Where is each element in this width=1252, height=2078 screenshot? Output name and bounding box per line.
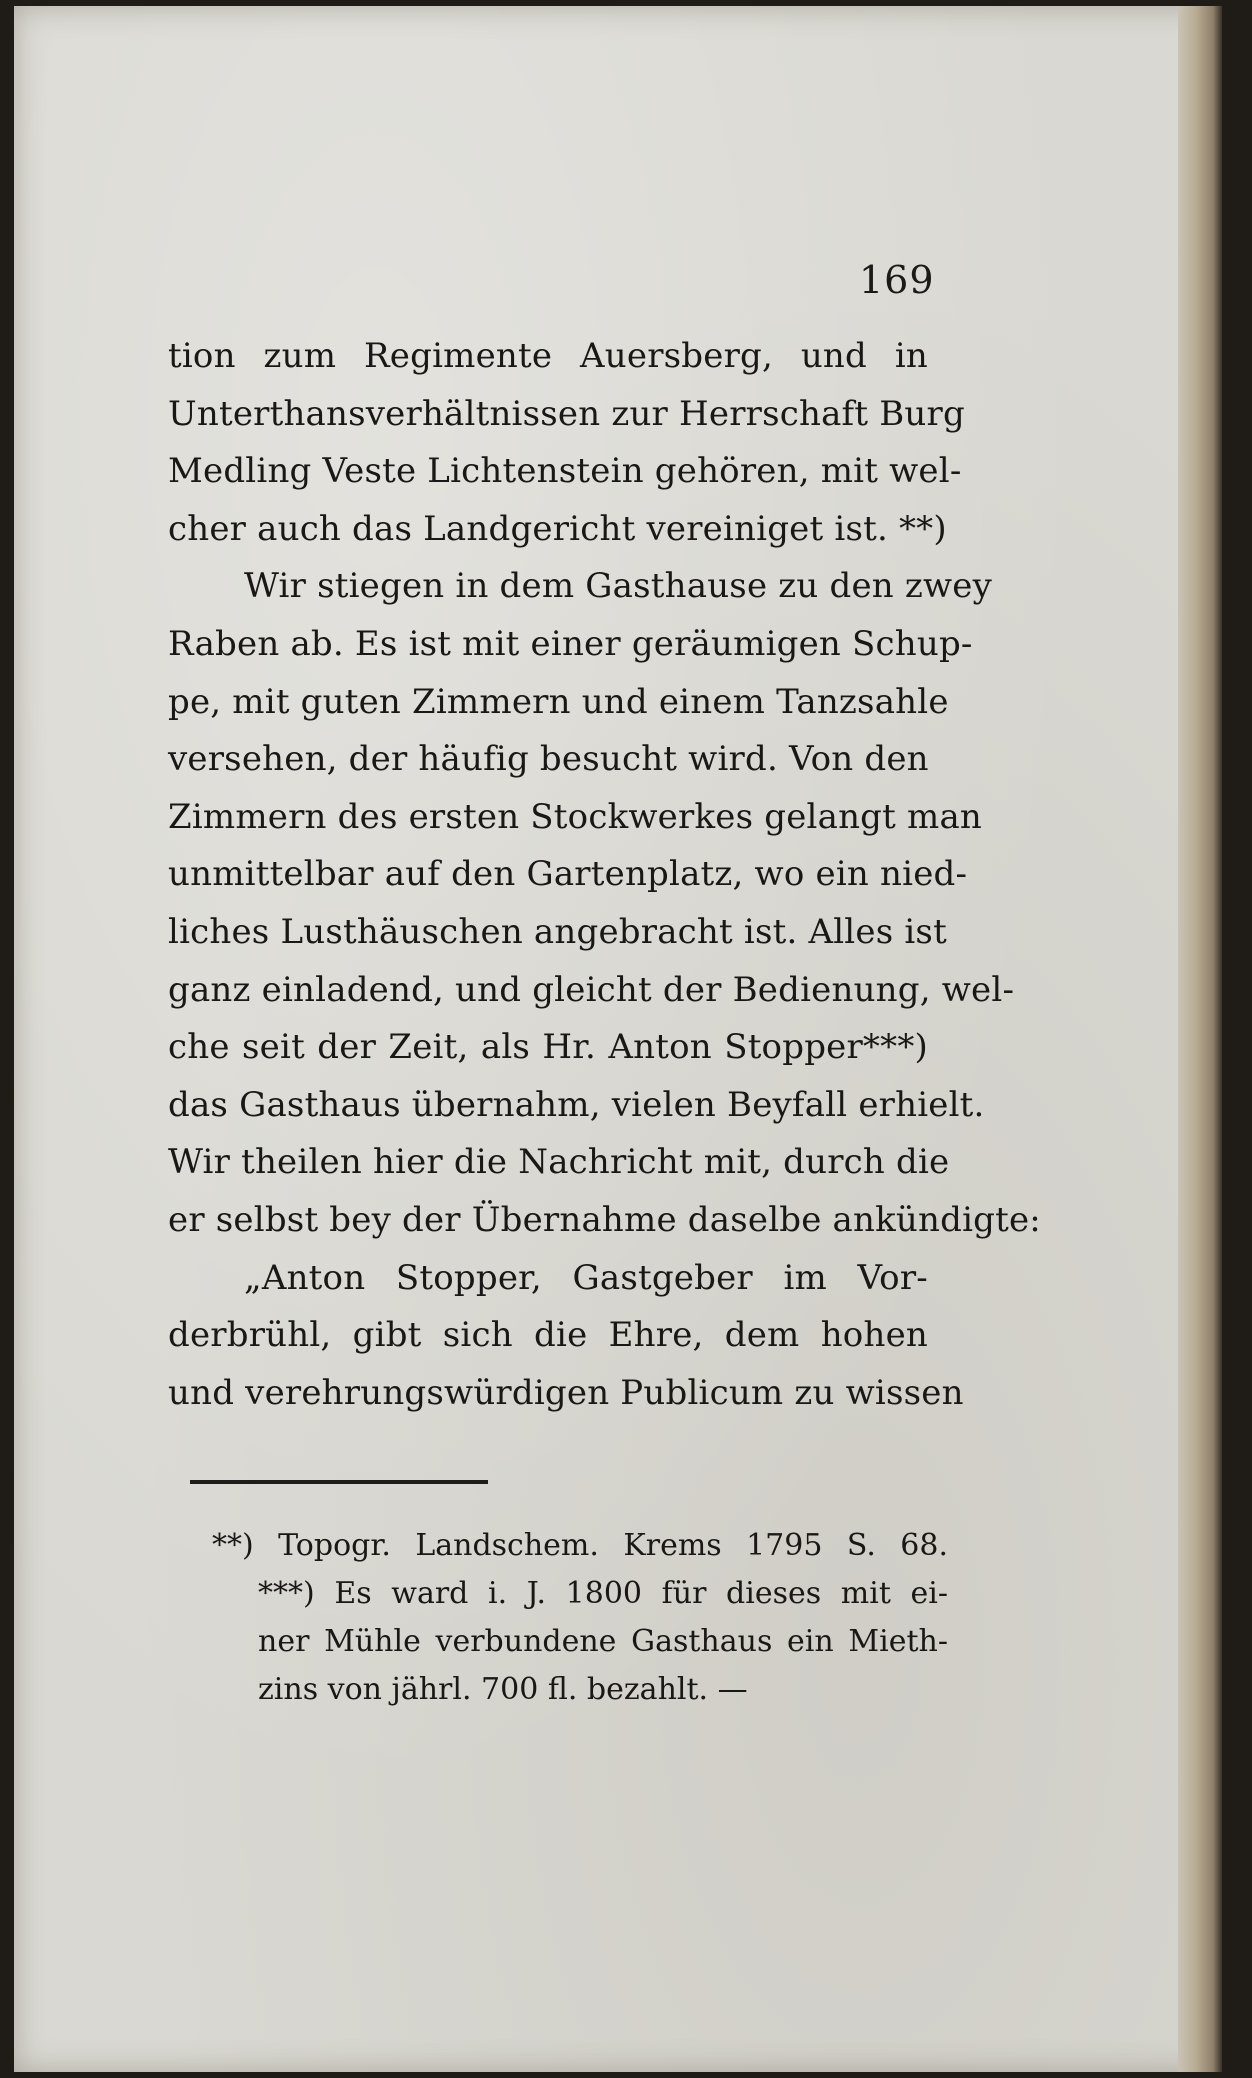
text-line: Wir stiegen in dem Gasthause zu den zwey — [244, 566, 993, 607]
footnote-line: ***) Es ward i. J. 1800 für dieses mit ei- — [258, 1576, 948, 1611]
text-line: liches Lusthäuschen angebracht ist. Alles ist — [168, 911, 947, 952]
footnote-line: zins von jährl. 700 fl. bezahlt. — — [258, 1672, 748, 1707]
text-line: das Gasthaus übernahm, vielen Beyfall erhielt. — [168, 1084, 985, 1125]
text-line: „Anton Stopper, Gastgeber im Vor- — [244, 1257, 928, 1298]
text-line: unmittelbar auf den Gartenplatz, wo ein nied- — [168, 854, 968, 895]
text-line: Wir theilen hier die Nachricht mit, durch die — [168, 1142, 950, 1183]
paper-sheet — [14, 6, 1222, 2072]
footnote-rule — [190, 1480, 488, 1484]
text-line: versehen, der häufig besucht wird. Von den — [168, 739, 929, 780]
footnotes — [212, 1522, 948, 1714]
body-text — [168, 328, 1041, 1422]
text-line: Raben ab. Es ist mit einer geräumigen Schup- — [168, 623, 973, 664]
text-line: Unterthansverhältnissen zur Herrschaft Burg — [168, 393, 965, 434]
text-line: che seit der Zeit, als Hr. Anton Stopper***) — [168, 1027, 928, 1068]
text-line: tion zum Regimente Auersberg, und in — [168, 336, 928, 376]
footnote-line: ner Mühle verbundene Gasthaus ein Mieth- — [258, 1624, 948, 1659]
page-edge — [1178, 6, 1222, 2072]
page-number: 169 — [859, 258, 935, 302]
text-line: derbrühl, gibt sich die Ehre, dem hohen — [168, 1315, 928, 1356]
footnote-line: **) Topogr. Landschem. Krems 1795 S. 68. — [212, 1528, 948, 1563]
text-line: Zimmern des ersten Stockwerkes gelangt man — [168, 796, 983, 837]
text-line: ganz einladend, und gleicht der Bedienung, wel- — [168, 969, 1015, 1010]
text-line: Medling Veste Lichtenstein gehören, mit wel- — [168, 451, 962, 492]
text-line: er selbst bey der Übernahme daselbe ankündigte: — [168, 1199, 1041, 1240]
text-line: und verehrungswürdigen Publicum zu wissen — [168, 1372, 964, 1413]
text-line: cher auch das Landgericht vereiniget ist. **) — [168, 508, 947, 549]
text-line: pe, mit guten Zimmern und einem Tanzsahle — [168, 681, 949, 722]
